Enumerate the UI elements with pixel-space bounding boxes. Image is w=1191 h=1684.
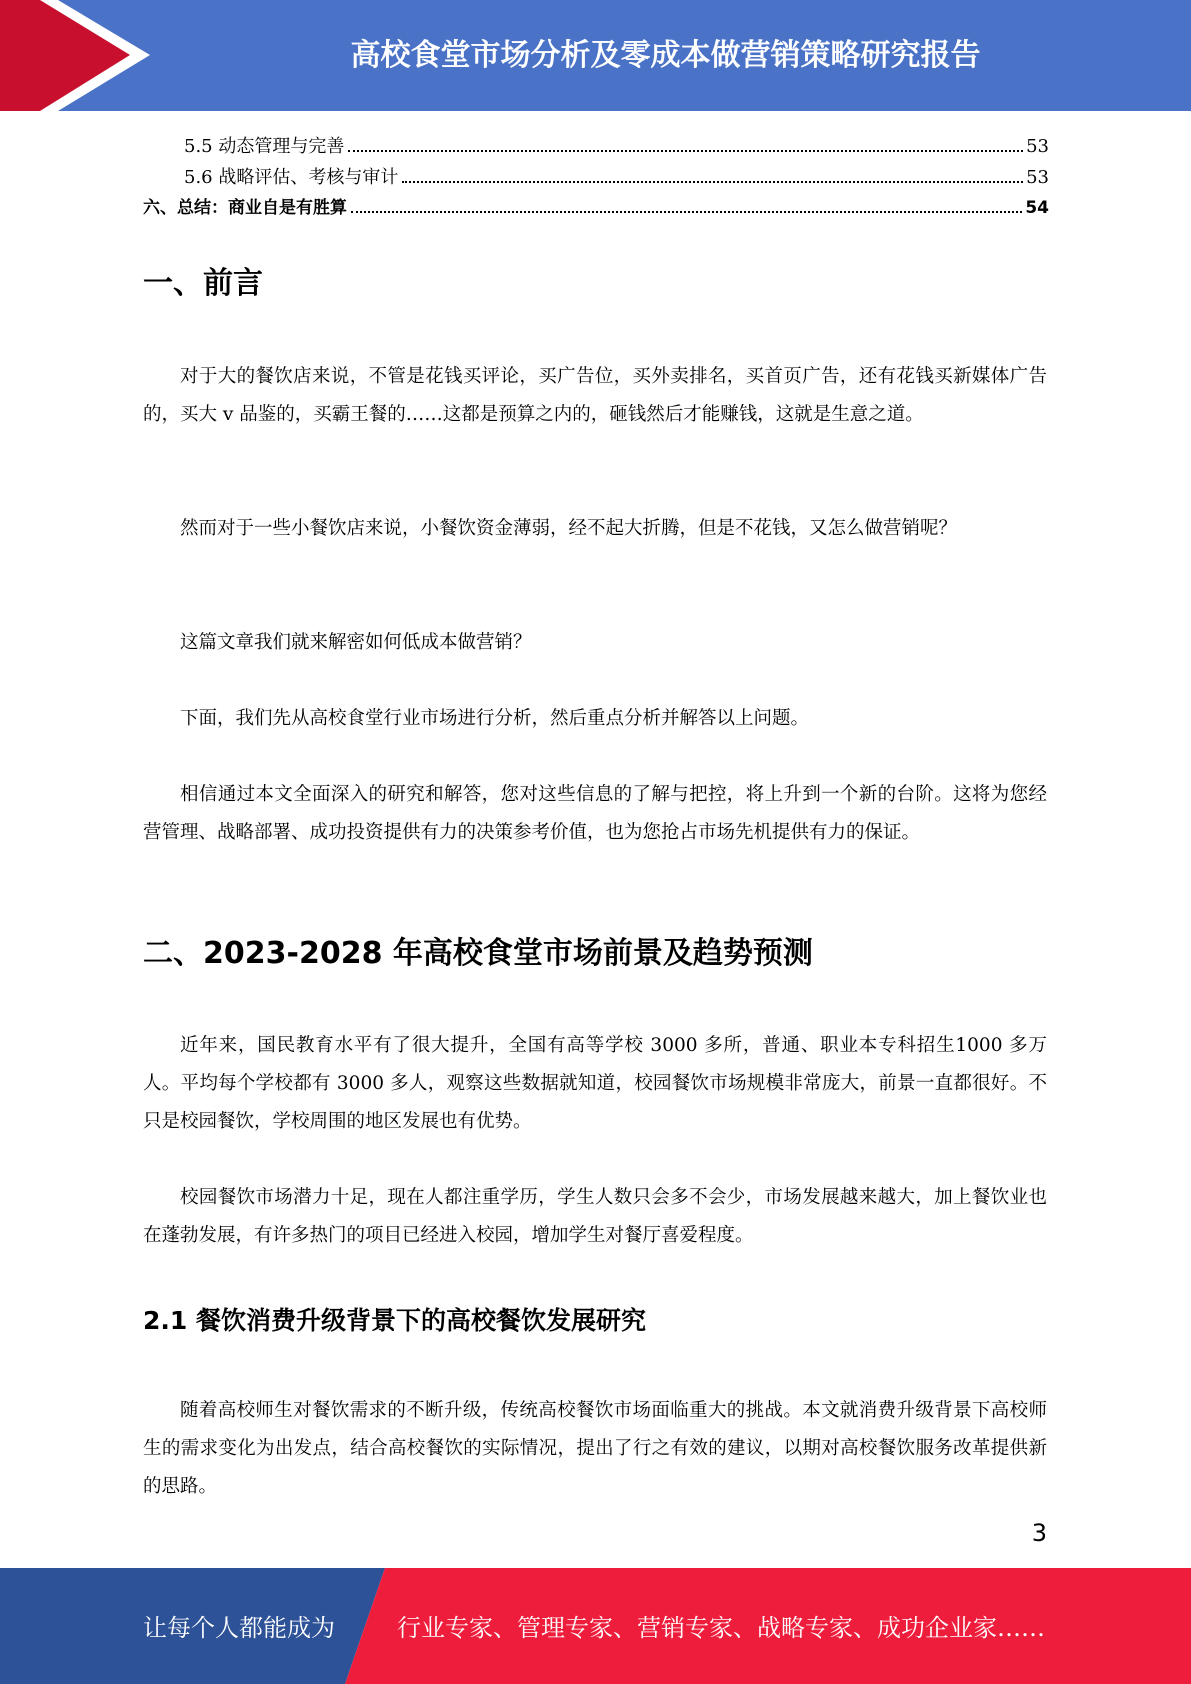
footer-slogan-right: 行业专家、管理专家、营销专家、战略专家、成功企业家…… [397, 1614, 1045, 1642]
table-of-contents [143, 131, 1049, 224]
page-header [0, 0, 1191, 111]
page-number: 3 [1031, 1519, 1047, 1547]
section-heading-forecast: 二、2023-2028 年高校食堂市场前景及趋势预测 [143, 936, 813, 971]
paragraph: 相信通过本文全面深入的研究和解答，您对这些信息的了解与把控，将上升到一个新的台阶。这将为您经营管理、战略部署、成功投资提供有力的决策参考价值，也为您抢占市场先机提供有力的保证。 [143, 784, 1047, 843]
footer-slogan-left: 让每个人都能成为 [143, 1614, 335, 1642]
paragraph: 近年来，国民教育水平有了很大提升，全国有高等学校 3000 多所，普通、职业本专科招生1000 多万人。平均每个学校都有 3000 多人，观察这些数据就知道，校园餐饮市场规模非常庞大，前景一直都很好。不只是校园餐饮，学校周围的地区发展也有优势。 [143, 1035, 1047, 1132]
toc-item-label: 5.6 战略评估、考核与审计 [184, 167, 399, 188]
toc-item[interactable] [143, 162, 1049, 193]
toc-item-label: 六、总结：商业自是有胜算 [143, 198, 347, 218]
toc-leader-dots [351, 211, 1022, 213]
toc-item-page: 54 [1025, 198, 1049, 218]
subsection-heading-2-1: 2.1 餐饮消费升级背景下的高校餐饮发展研究 [143, 1306, 646, 1335]
paragraph: 随着高校师生对餐饮需求的不断升级，传统高校餐饮市场面临重大的挑战。本文就消费升级背景下高校师生的需求变化为出发点，结合高校餐饮的实际情况，提出了行之有效的建议，以期对高校餐饮服务改革提供新的思路。 [143, 1400, 1047, 1497]
paragraph: 然而对于一些小餐饮店来说，小餐饮资金薄弱，经不起大折腾，但是不花钱，又怎么做营销呢？ [180, 518, 958, 539]
toc-item[interactable] [143, 131, 1049, 162]
page-footer [0, 1568, 1191, 1684]
report-title: 高校食堂市场分析及零成本做营销策略研究报告 [350, 38, 981, 73]
toc-item[interactable] [143, 193, 1049, 224]
toc-item-page: 53 [1026, 167, 1049, 188]
paragraph: 这篇文章我们就来解密如何低成本做营销？ [180, 632, 532, 653]
paragraph: 对于大的餐饮店来说，不管是花钱买评论，买广告位，买外卖排名，买首页广告，还有花钱买新媒体广告的，买大 v 品鉴的，买霸王餐的……这都是预算之内的，砸钱然后才能赚钱，这就是生意之道。 [143, 366, 1047, 425]
paragraph: 校园餐饮市场潜力十足，现在人都注重学历，学生人数只会多不会少，市场发展越来越大，加上餐饮业也在蓬勃发展，有许多热门的项目已经进入校园，增加学生对餐厅喜爱程度。 [143, 1187, 1047, 1246]
toc-leader-dots [402, 181, 1023, 183]
toc-leader-dots [348, 150, 1023, 152]
section-heading-preface: 一、前言 [143, 266, 263, 301]
paragraph: 下面，我们先从高校食堂行业市场进行分析，然后重点分析并解答以上问题。 [180, 708, 810, 729]
toc-item-label: 5.5 动态管理与完善 [184, 136, 345, 157]
toc-item-page: 53 [1026, 136, 1049, 157]
header-chevron-decoration [0, 0, 160, 111]
